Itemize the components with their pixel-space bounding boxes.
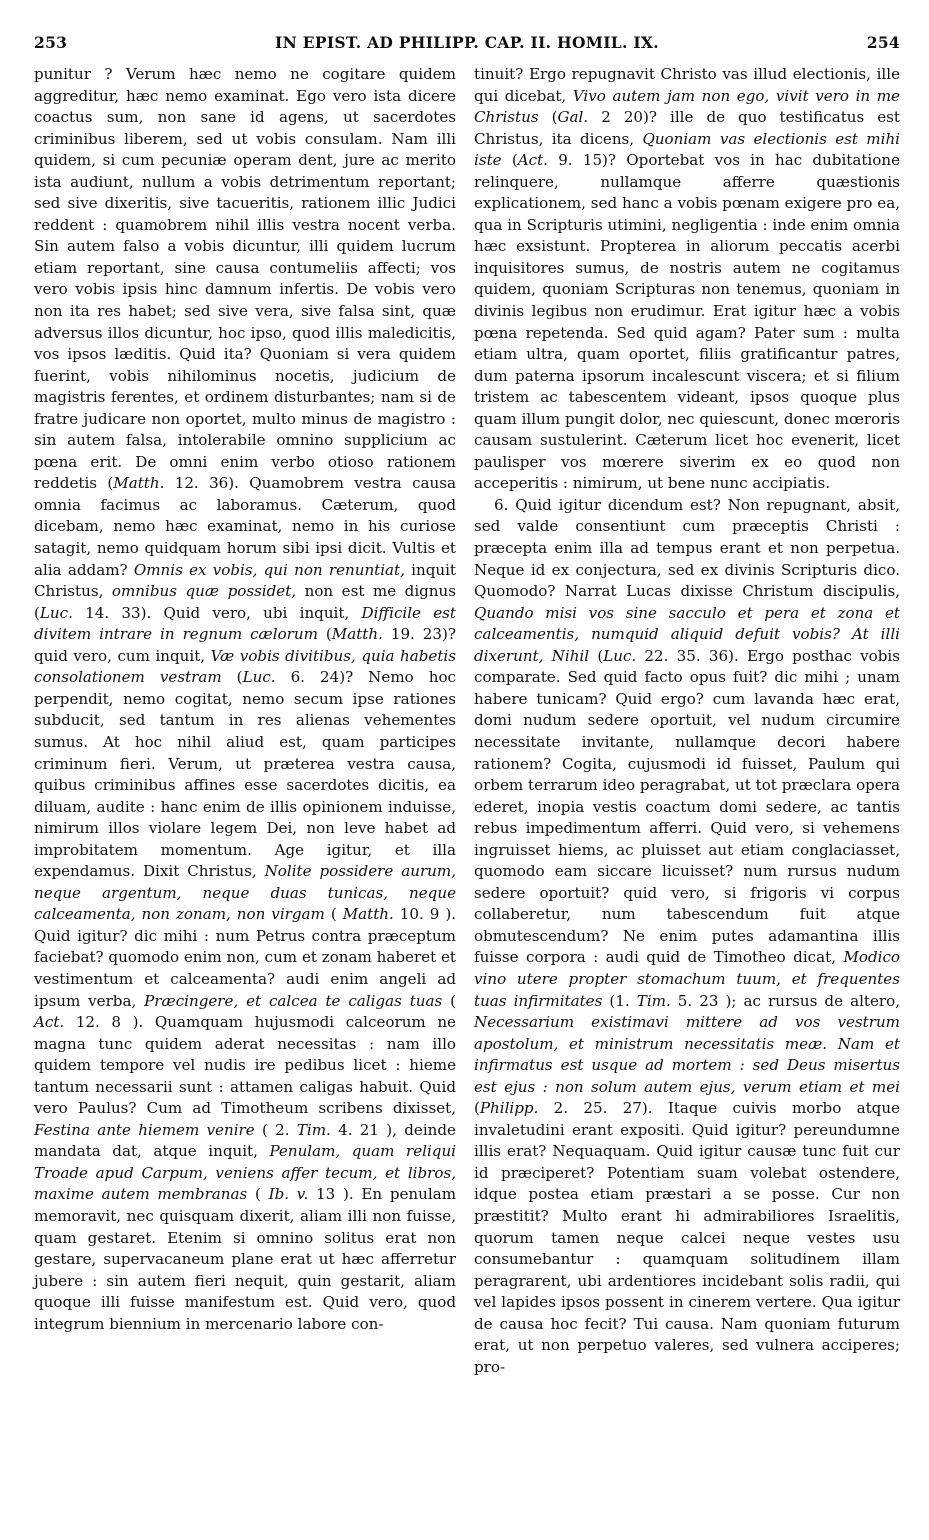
italic-text: Luc. bbox=[242, 668, 276, 687]
text-run: 6. Quid igitur dicendum est? Non repugnant, absit, sed valde consentiunt cum præceptis Christi : præcepta enim illa ad tempus erant et non perpetua. Neque id ex conjectura, sed ex divinis Scripturis dico. Quomodo? Narrat Lucas dixisse Christum discipulis, bbox=[474, 495, 900, 601]
italic-text: Act. bbox=[34, 1013, 65, 1032]
text-run: inquit Christus, bbox=[34, 560, 456, 601]
italic-text: omnibus quæ possidet, bbox=[111, 582, 297, 601]
italic-text: Quoniam vas electionis est mihi iste bbox=[474, 129, 900, 170]
text-run: 10. 9 ). Quid igitur? dic mihi : num Petrus contra præceptum faciebat? quomodo enim non, cum et zonam haberet et vestimentum et calceamenta? audi enim angeli ad ipsum verba, bbox=[34, 905, 457, 1010]
text-run: ( bbox=[538, 108, 558, 127]
text-run: 9. 15)? Oportebat vos in hac dubitatione relinquere, nullamque afferre quæstionis explicationem, sed hanc a vobis pœnam exigere pro ea, qua in Scripturis utimini, negligentia : inde enim omnia hæc exsistunt. Propterea in aliorum peccatis acerbi inquisitores sumus, de nostris autem ne cogitamus quidem, quoniam Scripturas non tenemus, quoniam in divinis legibus non erudimur. Erat igitur hæc a vobis pœna repetenda. Sed quid agam? Pater sum : multa etiam ultra, quam oportet, filiis gratificantur patres, dum paterna ipsorum incalescunt viscera; et si filium tristem ac tabescentem videant, ipsos quoque plus quam illum pungit dolor, nec quiescunt, donec mœroris causam sustulerint. Cæterum licet hoc evenerit, licet paulisper vos mœrere siverim ex eo quod non acceperitis : nimirum, ut bene nunc accipiatis. bbox=[474, 151, 900, 493]
italic-text: Quando misi vos sine sacculo et pera et zona et calceamentis, numquid aliquid defuit vobis? At illi dixerunt, Nihil bbox=[474, 603, 900, 665]
italic-text: Omnis ex vobis, qui non renuntiat, bbox=[133, 560, 405, 579]
page-number-left: 253 bbox=[34, 33, 68, 52]
text-run: 4. 21 ), deinde mandata dat, atque inquit, bbox=[34, 1120, 456, 1161]
text-run: ( bbox=[247, 1185, 269, 1204]
italic-text: Matth. bbox=[342, 905, 394, 924]
italic-text: Gal. bbox=[557, 108, 589, 127]
italic-text: Necessarium existimavi mittere ad vos vestrum apostolum, et ministrum necessitatis meæ. Nam et infirmatus est usque ad mortem : sed Deus misertus est ejus : non solum autem ejus, verum etiam et mei bbox=[474, 1013, 900, 1096]
italic-text: Tim. bbox=[636, 991, 671, 1010]
text-run: ( bbox=[501, 151, 518, 170]
text-run: tinuit? Ergo repugnavit Christo vas illud electionis, ille qui dicebat, bbox=[474, 65, 900, 105]
left-column bbox=[34, 64, 456, 1335]
italic-text: Nolite possidere aurum, neque argentum, neque duas tunicas, neque calceamenta, non zonam, non virgam bbox=[34, 862, 456, 924]
italic-text: Act. bbox=[517, 151, 548, 170]
paragraph bbox=[34, 64, 456, 1335]
italic-text: Difficile est divitem intrare in regnum cælorum bbox=[34, 603, 456, 644]
italic-text: Matth. bbox=[331, 625, 383, 644]
text-run: ( bbox=[324, 905, 343, 924]
italic-text: Ib. v. bbox=[268, 1185, 309, 1204]
italic-text: Væ vobis divitibus, quia habetis consolationem vestram bbox=[34, 646, 456, 687]
text-run: 19. 23)? quid vero, cum inquit, bbox=[34, 625, 456, 665]
running-header bbox=[34, 33, 900, 57]
italic-text: Tim. bbox=[296, 1120, 331, 1139]
italic-text: Vivo autem jam non ego, vivit vero in me Christus bbox=[474, 86, 900, 127]
text-run: 12. 36). Quamobrem vestra causa omnia facimus ac laboramus. Cæterum, quod dicebam, nemo hæc examinat, nemo in his curiose satagit, nemo quidquam horum sibi ipsi dicit. Vultis et alia addam? bbox=[34, 474, 457, 579]
text-run: ( bbox=[221, 668, 243, 687]
text-run: (1. bbox=[602, 991, 637, 1010]
text-run: 13 ). En penulam memoravit, nec quisquam dixerit, aliam illi non fuisse, quam gestaret. Etenim si omnino solitus erat non gestare, supervacaneum plane erat ut hæc afferretur jubere : sin autem fieri nequit, quin gestarit, aliam quoque illi fuisse manifestum est. Quid vero, quod integrum biennium in mercenario labore con- bbox=[34, 1185, 457, 1333]
right-column bbox=[474, 64, 900, 1378]
italic-text: Luc. bbox=[603, 646, 637, 665]
text-run: ( bbox=[474, 1099, 480, 1118]
text-run: ( bbox=[317, 625, 332, 644]
italic-text: Penulam, quam reliqui Troade apud Carpum, veniens affer tecum, et libros, maxime autem membranas bbox=[34, 1142, 457, 1204]
text-run: 5. 23 ); ac rursus de altero, bbox=[670, 991, 900, 1010]
text-run: 14. 33). Quid vero, ubi inquit, bbox=[72, 603, 362, 622]
text-run: 2 20)? ille de quo testificatus est Christus, ita dicens, bbox=[474, 108, 900, 148]
text-run: non est me dignus ( bbox=[34, 582, 456, 622]
text-run: ( bbox=[589, 646, 604, 665]
text-run: punitur ? Verum hæc nemo ne cogitare quidem aggreditur, hæc nemo examinat. Ego vero ista dicere coactus sum, non sane id agens, ut sacerdotes criminibus liberem, sed ut vobis consulam. Nam illi quidem, si cum pecuniæ operam dent, jure ac merito ista audiunt, nullum a vobis detrimentum reportant; sed sive dixeritis, sive tacueritis, rationem illic Judici reddent : quamobrem nihil illis vestra nocent verba. Sin autem falso a vobis dicuntur, illi quidem lucrum etiam reportant, sine causa contumeliis affecti; vos vero vobis ipsis hinc damnum infertis. De vobis vero non ita res habet; sed sive vera, sive falsa sint, quæ adversus illos dicuntur, hoc ipso, quod illis maledicitis, vos ipsos læditis. Quid ita? Quoniam si vera quidem fuerint, vobis nihilominus nocetis, judicium de magistris ferentes, et ordinem disturbantes; nam si de fratre judicare non oportet, multo minus de magistro : sin autem falsa, intolerabile omnino supplicium ac pœna erit. De omni enim verbo otioso rationem reddetis ( bbox=[34, 65, 456, 493]
text-run: 12. 8 ). Quamquam hujusmodi calceorum ne magna tunc quidem aderat necessitas : nam illo quidem tempore vel nudis ire pedibus licet : hieme tantum necessarii sunt : attamen caligas habuit. Quid vero Paulus? Cum ad Timotheum scribens dixisset, bbox=[34, 1013, 456, 1118]
italic-text: Festina ante hiemem venire bbox=[34, 1120, 255, 1139]
paragraph bbox=[474, 64, 900, 495]
text-run: 22. 35. 36). Ergo posthac vobis comparate. Sed quid facto opus fuit? dic mihi ; unam habere tunicam? Quid ergo? cum lavanda hæc erat, domi nudum sedere oportuit, vel nudum circumire necessitate invitante, nullamque decori habere rationem? Cogita, cujusmodi id fuisset, Paulum qui orbem terrarum ideo peragrabat, ut tot præclara opera ederet, inopia vestis coactum domi sedere, ac tantis rebus impedimentum afferri. Quid vero, si vehemens ingruisset hiems, ac pluisset aut etiam conglaciasset, quomodo eam siccare licuisset? num rursus nudum sedere oportuit? quid vero, si frigoris vi corpus collaberetur, num tabescendum fuit atque obmutescendum? Ne enim putes adamantina illis fuisse corpora : audi quid de Timotheo dicat, bbox=[474, 646, 900, 967]
text-run: ( 2. bbox=[254, 1120, 297, 1139]
running-title: IN EPIST. AD PHILIPP. CAP. II. HOMIL. IX. bbox=[275, 33, 659, 52]
text-run: 6. 24)? Nemo hoc perpendit, nemo cogitat, nemo secum ipse rationes subducit, sed tantum in res alienas vehementes sumus. At hoc nihil aliud est, quam participes criminum fieri. Verum, ut præterea vestra causa, quibus criminibus affines esse sacerdotes dicitis, ea diluam, audite : hanc enim de illis opinionem induisse, nimirum illos violare legem Dei, non leve habet ad improbitatem momentum. Age igitur, et illa expendamus. Dixit Christus, bbox=[34, 668, 456, 881]
italic-text: Matth. bbox=[113, 474, 165, 493]
paragraph bbox=[474, 495, 900, 1378]
text-run: ( bbox=[442, 991, 457, 1010]
text-run: 2. 25. 27). Itaque cuivis morbo atque invaletudini erant expositi. Quid igitur? pereundumne illis erat? Nequaquam. Quid igitur causæ tunc fuit cur id præciperet? Potentiam suam volebat ostendere, idque postea etiam præstari a se posse. Cur non præstitit? Multo erant hi admirabiliores Israelitis, quorum tamen neque calcei neque vestes usu consumebantur : quamquam solitudinem illam peragrarent, ubi ardentiores incidebant solis radii, qui vel lapides ipsos possent in cinerem vertere. Qua igitur de causa hoc fecit? Tui causa. Nam quoniam futurum erat, ut non perpetuo valeres, sed vulnera acciperes; pro- bbox=[474, 1099, 900, 1376]
page-number-right: 254 bbox=[866, 33, 900, 52]
italic-text: Philipp. bbox=[479, 1099, 539, 1118]
italic-text: Luc. bbox=[39, 603, 73, 622]
italic-text: Modico vino utere propter stomachum tuum, et frequentes tuas infirmitates bbox=[474, 948, 900, 1010]
italic-text: Præcingere, et calcea te caligas tuas bbox=[144, 991, 443, 1010]
